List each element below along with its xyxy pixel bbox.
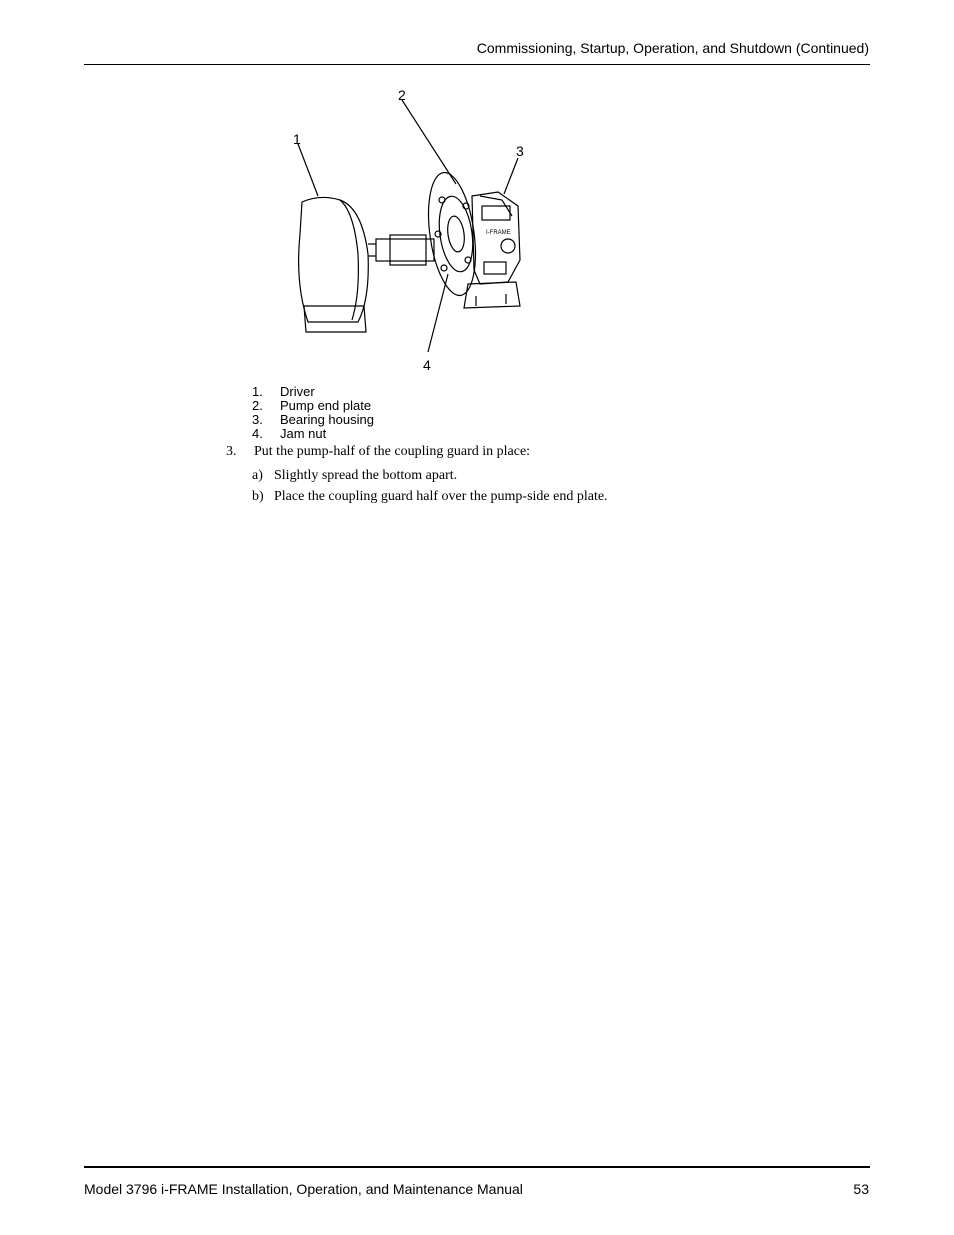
legend-text: Jam nut [280, 426, 327, 441]
legend-number: 4. [252, 426, 263, 441]
legend-item [252, 399, 374, 413]
legend-text: Driver [280, 384, 315, 399]
legend-item [252, 385, 374, 399]
label-plate-text: I-FRAME [486, 230, 511, 236]
legend-text: Bearing housing [280, 412, 374, 427]
callout-marker-4: 4 [423, 357, 431, 373]
pump-assembly-figure [280, 84, 540, 376]
callout-marker-3: 3 [516, 143, 524, 159]
step-text: Put the pump-half of the coupling guard in place: [254, 444, 531, 459]
footer-manual-title: Model 3796 i-FRAME Installation, Operation, and Maintenance Manual [84, 1181, 523, 1197]
leader-line-3 [504, 158, 518, 194]
substep-marker: a) [252, 468, 263, 483]
substep-text: Place the coupling guard half over the pump-side end plate. [274, 489, 608, 504]
page-number: 53 [853, 1181, 869, 1197]
step-number: 3. [226, 444, 237, 459]
substep-text: Slightly spread the bottom apart. [274, 468, 458, 483]
figure-legend [252, 385, 374, 441]
leader-line-2 [402, 100, 456, 184]
legend-number: 2. [252, 398, 263, 413]
leader-line-4 [428, 274, 448, 352]
legend-text: Pump end plate [280, 398, 372, 413]
substep-marker: b) [252, 489, 264, 504]
callout-marker-2: 2 [398, 87, 406, 103]
running-header: Commissioning, Startup, Operation, and Shutdown (Continued) [476, 40, 869, 56]
legend-number: 3. [252, 412, 263, 427]
footer-rule [84, 1166, 870, 1168]
legend-number: 1. [252, 384, 263, 399]
leader-line-1 [298, 144, 318, 196]
legend-item [252, 427, 374, 441]
header-rule [84, 64, 870, 65]
legend-item [252, 413, 374, 427]
instruction-substep [252, 489, 608, 505]
callout-marker-1: 1 [293, 131, 301, 147]
instruction-substep [252, 468, 457, 484]
instruction-step [226, 444, 530, 460]
